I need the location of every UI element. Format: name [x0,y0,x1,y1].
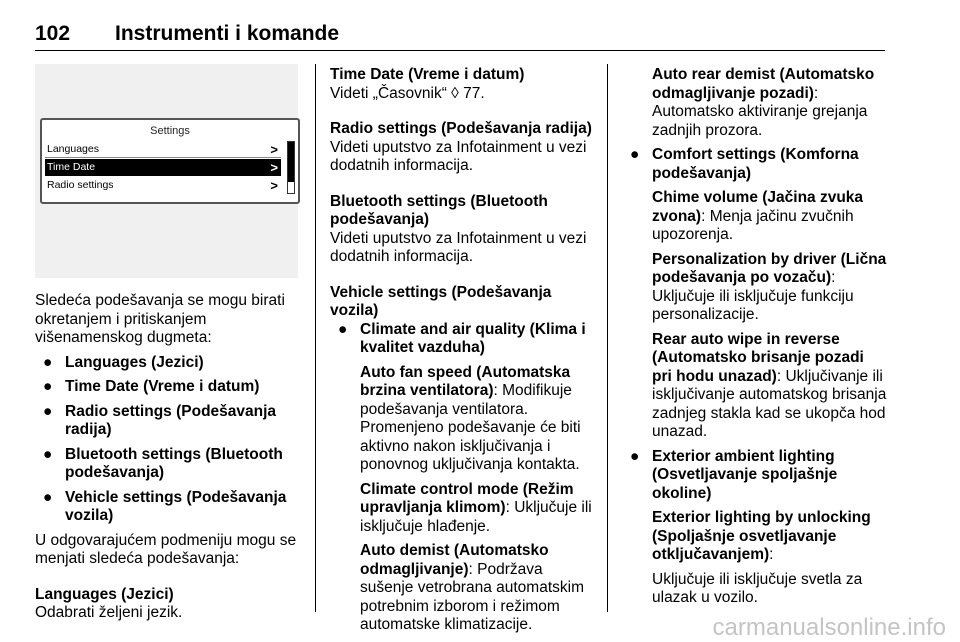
column-1 [35,64,300,623]
intro-text: Sledeća podešavanja se mogu birati okretanjem i pritiskanjem višenamenskog dugmeta: [35,292,285,346]
header-rule [35,50,885,51]
list-item: ● Radio settings (Podešavanja radija) [43,402,277,438]
setting-entry: Auto rear demist (Automatsko odmagljivanje pozadi): Automatsko aktiviranje grejanja zadnjih prozora. [652,66,875,139]
list-item: ● Comfort settings (Komforna podešavanja) [630,146,859,182]
column-divider [315,64,316,612]
body-text: Videti uputstvo za Infotainment u vezi dodatnih informacija. [330,138,587,174]
bullet-icon: ● [630,447,640,465]
chevron-right-icon: > [270,142,278,157]
menu-item-label: Radio settings [47,179,114,191]
section-heading: Time Date (Vreme i datum) [330,66,525,83]
section-heading: Radio settings (Podešavanja radija) [330,120,592,137]
body-text: Uključuje ili isključuje svetla za ulazak u vozilo. [652,570,863,606]
body-text: Odabrati željeni jezik. [35,604,183,621]
setting-entry: Personalization by driver (Lična podešavanja po vozaču): Uključuje ili isključuje funkciju personalizacije. [652,250,887,323]
list-item: ● Vehicle settings (Podešavanja vozila) [43,488,287,524]
chevron-right-icon: > [270,178,278,193]
menu-item-label: Time Date [47,161,96,173]
list-item: ● Time Date (Vreme i datum) [43,378,260,395]
page-number: 102 [35,22,71,45]
section-heading: Bluetooth settings (Bluetooth podešavanja) [330,192,548,228]
menu-item-radio-settings [45,177,281,194]
list-item: ● Exterior ambient lighting (Osvetljavanje spoljašnje okoline) [630,447,838,502]
scroll-thumb [288,142,294,182]
setting-entry: Climate control mode (Režim upravljanja klimom): Uključuje ili isključuje hlađenje. [360,480,592,535]
bullet-icon: ● [630,146,640,163]
scrollbar [287,141,295,194]
setting-entry: Exterior lighting by unlocking (Spoljašnje osvetljavanje otključavanjem): [652,509,871,563]
setting-entry: Auto demist (Automatsko odmagljivanje): Podržava sušenje vetrobrana automatskim potrebnim izborom i režimom automatske klimatizacije. [360,542,585,633]
menu-item-languages [45,141,281,158]
page-header [35,22,885,52]
list-item: ● Languages (Jezici) [43,353,204,371]
screen-title: Settings [150,125,190,137]
setting-entry: Auto fan speed (Automatska brzina ventilatora): Modifikuje podešavanja ventilatora. Promenjeno podešavanje će biti aktivno nakon isključivanja i ponovnog uključivanja kontakta. [360,363,581,473]
menu-item-time-date [45,159,281,176]
column-3 [622,66,887,614]
bullet-icon: ● [43,488,53,506]
list-item: ● Bluetooth settings (Bluetooth podešavanja) [43,445,283,481]
display-screen [40,118,300,204]
setting-entry: Chime volume (Jačina zvuka zvona): Menja jačinu zvučnih upozorenja. [652,189,864,243]
section-heading: Languages (Jezici) [35,585,174,603]
body-text: Videti „Časovnik“ ◊ 77. [330,84,485,102]
settings-screen-figure [35,64,298,278]
body-text: Videti uputstvo za Infotainment u vezi dodatnih informacija. [330,229,587,265]
list-item: ● Climate and air quality (Klima i kvalitet vazduha) [338,320,586,356]
bullet-icon: ● [43,378,53,395]
section-heading: Vehicle settings (Podešavanja vozila) [330,283,552,319]
bullet-icon: ● [43,402,53,420]
bullet-icon: ● [43,353,53,371]
column-2 [330,66,595,641]
chevron-right-icon: > [270,160,278,175]
watermark: carmanualsonline.info [712,614,946,641]
bullet-icon: ● [43,445,53,463]
submenu-text: U odgovarajućem podmeniju mogu se menjati sledeća podešavanja: [35,531,297,567]
page-title: Instrumenti i komande [115,22,340,45]
setting-entry: Rear auto wipe in reverse (Automatsko brisanje pozadi pri hodu unazad): Uključivanje ili isključivanje automatskog brisanja zadnjeg stakla kad se ukopča hod unazad. [652,330,887,440]
menu-item-label: Languages [47,143,99,155]
column-divider [607,64,608,612]
bullet-icon: ● [338,320,348,338]
